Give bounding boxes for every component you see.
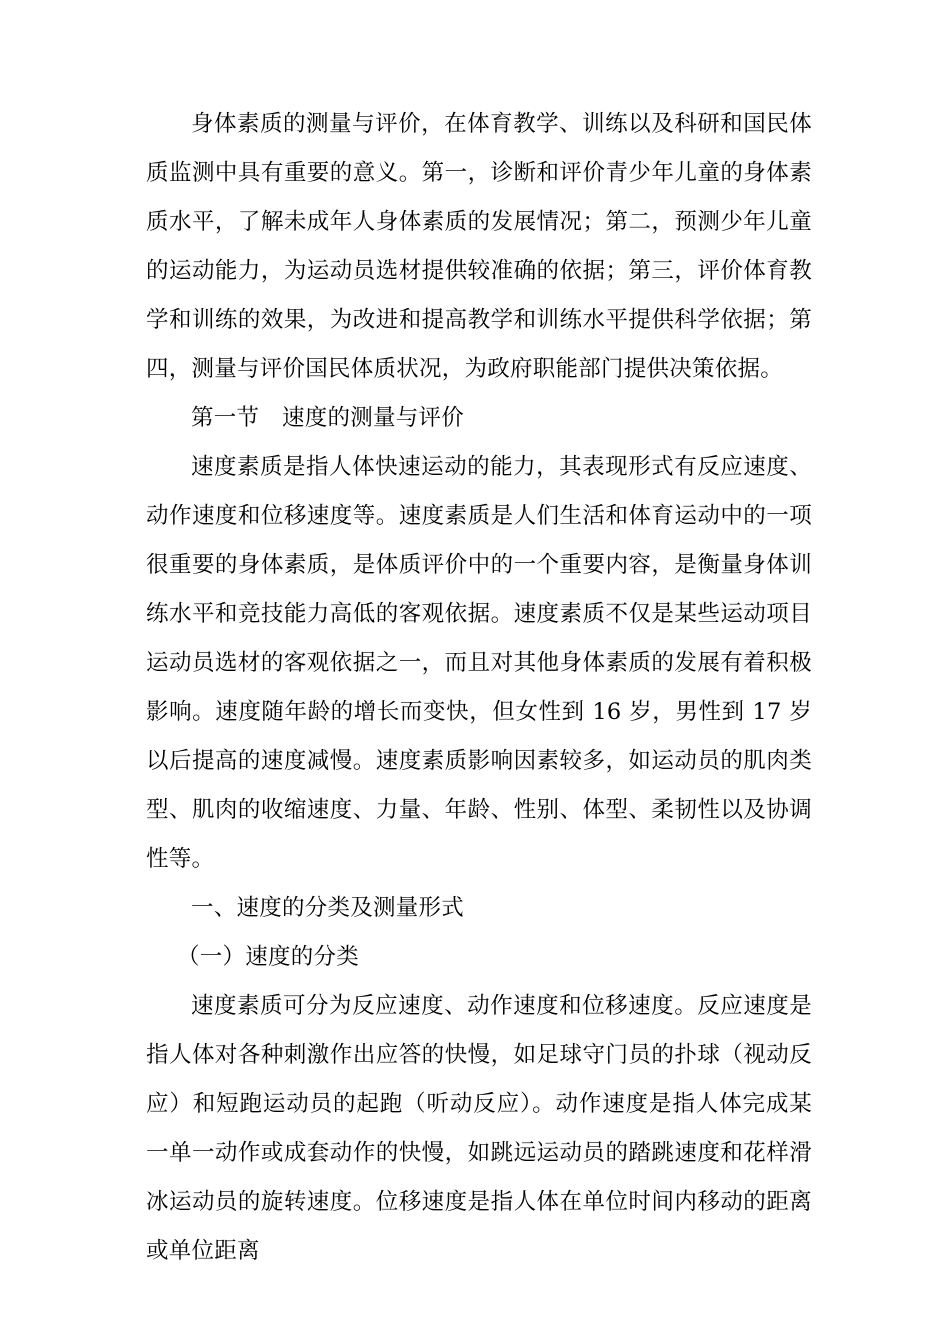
speed-classification-paragraph: 速度素质可分为反应速度、动作速度和位移速度。反应速度是指人体对各种刺激作出应答的快慢，如足球守门员的扑球（视动反应）和短跑运动员的起跑（听动反应）。动作速度是指人体完成某一单一动作或成套动作的快慢，如跳远运动员的踏跳速度和花样滑冰运动员的旋转速度。位移速度是指人体在单位时间内移动的距离或单位距离 [146,993,812,1264]
intro-paragraph: 身体素质的测量与评价，在体育教学、训练以及科研和国民体质监测中具有重要的意义。第一，诊断和评价青少年儿童的身体素质水平，了解未成年人身体素质的发展情况；第二，预测少年儿童的运动能力，为运动员选材提供较准确的依据；第三，评价体育教学和训练的效果，为改进和提高教学和训练水平提供科学依据；第四，测量与评价国民体质状况，为政府职能部门提供决策依据。 [146,111,812,382]
speed-definition-paragraph: 速度素质是指人体快速运动的能力，其表现形式有反应速度、动作速度和位移速度等。速度素质是人们生活和体育运动中的一项很重要的身体素质，是体质评价中的一个重要内容，是衡量身体训练水平和竞技能力高低的客观依据。速度素质不仅是某些运动项目运动员选材的客观依据之一，而且对其他身体素质的发展有着积极影响。速度随年龄的增长而变快，但女性到 16 岁，男性到 17 岁以后提高的速度减慢。速度素质影响因素较多，如运动员的肌肉类型、肌肉的收缩速度、力量、年龄、性别、体型、柔韧性以及协调性等。 [146,454,812,872]
document-body [146,100,812,1276]
subheading-speed-classification-and-measurement: 一、速度的分类及测量形式 [191,895,465,921]
subheading-speed-classification: （一）速度的分类 [177,944,360,970]
section-heading: 第一节 速度的测量与评价 [191,405,465,431]
